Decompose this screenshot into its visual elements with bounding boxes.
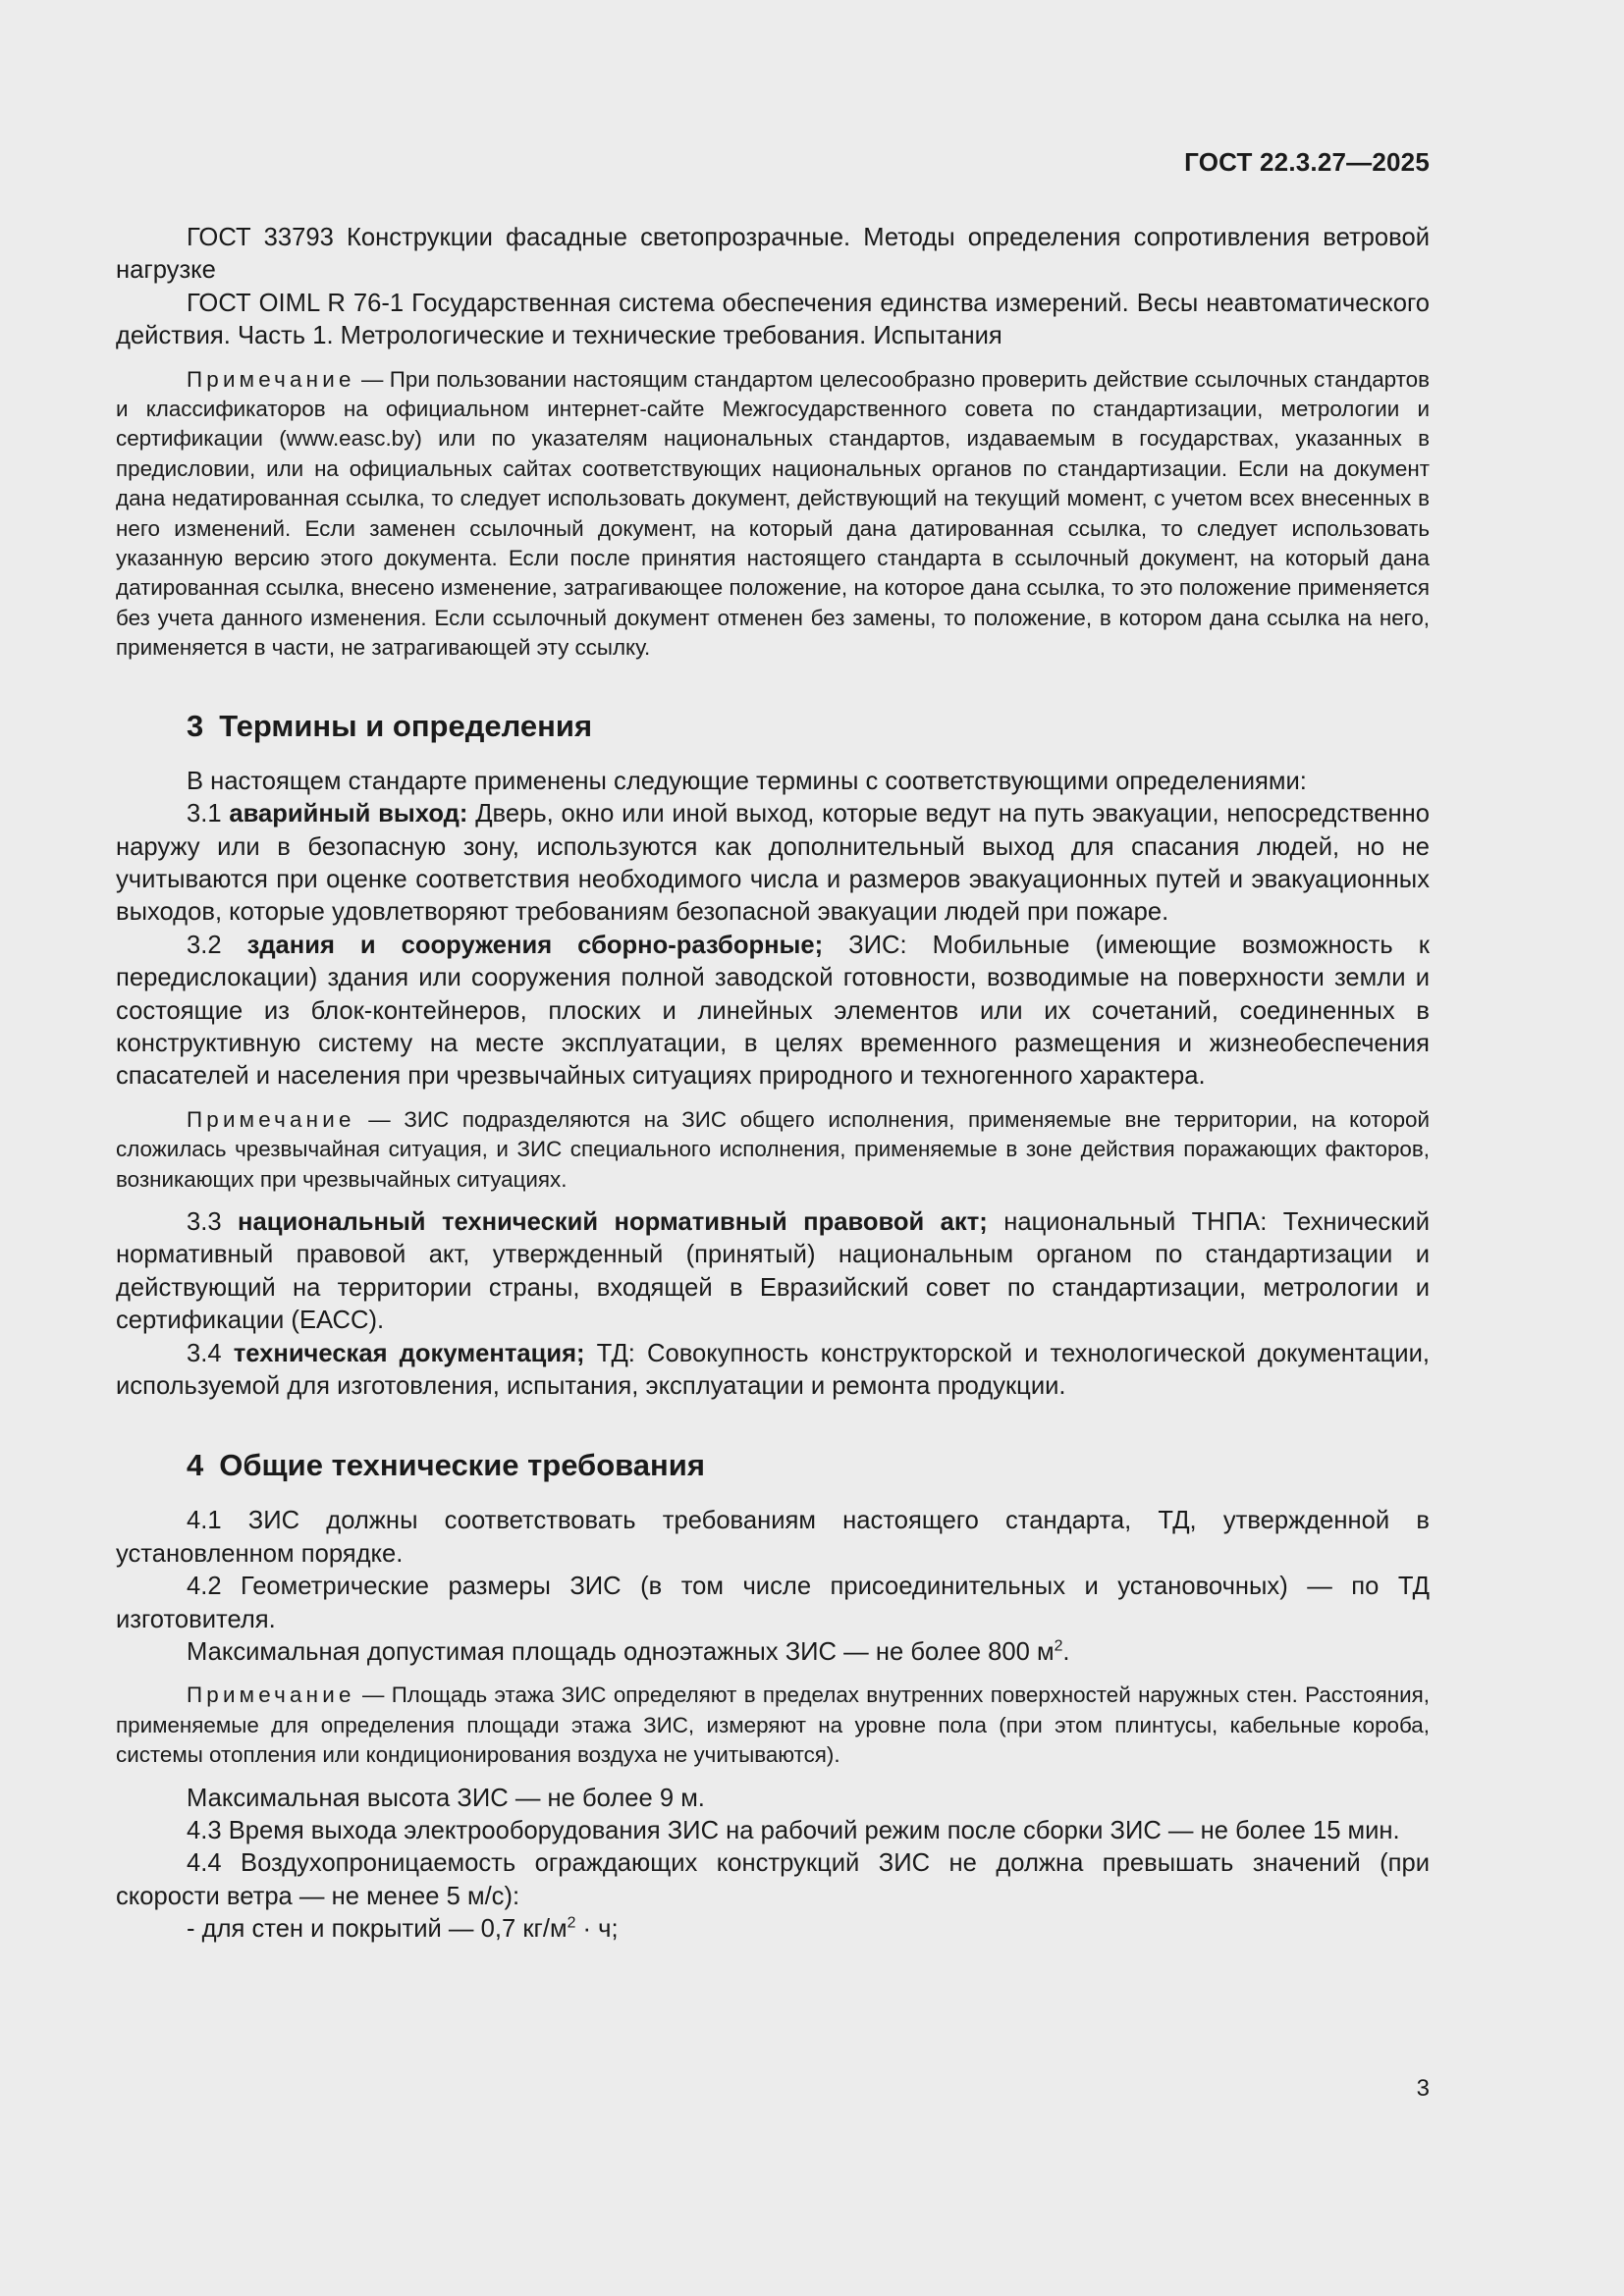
term-3-3: 3.3 национальный технический нормативный правовой акт; национальный ТНПА: Технический нормативный правовой акт, утвержденный (принятый) национальным органом по стандартизации и действующий на территории страны, входящей в Евразийский совет по стандартизации, метрологии и сертификации (ЕАСС). bbox=[116, 1207, 1430, 1335]
clause-4-4: 4.4 Воздухопроницаемость ограждающих конструкций ЗИС не должна превышать значений (при скорости ветра — не менее 5 м/с): bbox=[116, 1849, 1430, 1910]
section-4-heading: 4 Общие технические требования bbox=[187, 1448, 705, 1483]
section-3-intro: В настоящем стандарте применены следующие термины с соответствующими определениями: bbox=[187, 767, 1307, 795]
term-3-4: 3.4 техническая документация; ТД: Совокупность конструкторской и технологической документации, используемой для изготовления, испытания, эксплуатации и ремонта продукции. bbox=[116, 1339, 1430, 1400]
max-height: Максимальная высота ЗИС — не более 9 м. bbox=[187, 1784, 705, 1812]
note-references: Примечание — При пользовании настоящим стандартом целесообразно проверить действие ссылочных стандартов и классификаторов на официальном интернет-сайте Межгосударственного совета по стандартизации, метрологии и сертификации (www.easc.by) или по указателям национальных стандартов, издаваемым в государствах, указанных в предисловии, или на официальных сайтах соответствующих национальных органов по стандартизации. Если на документ дана недатированная ссылка, то следует использовать документ, действующий на текущий момент, с учетом всех внесенных в него изменений. Если заменен ссылочный документ, на который дана датированная ссылка, то следует использовать указанную версию этого документа. Если после принятия настоящего стандарта в ссылочный документ, на который дана датированная ссылка, внесено изменение, затрагивающее положение, на которое дана ссылка, то это положение применяется без учета данного изменения. Если ссылочный документ отменен без замены, то положение, в котором дана ссылка на него, применяется в части, не затрагивающей эту ссылку. bbox=[116, 366, 1430, 661]
document-header-code: ГОСТ 22.3.27—2025 bbox=[1184, 147, 1430, 177]
note-zis: Примечание — ЗИС подразделяются на ЗИС общего исполнения, применяемые вне территории, на которой сложилась чрезвычайная ситуация, и ЗИС специального исполнения, применяемые в зоне действия поражающих факторов, возникающих при чрезвычайных ситуациях. bbox=[116, 1106, 1430, 1192]
page-content bbox=[116, 222, 1430, 1947]
reference-item: ГОСТ 33793 Конструкции фасадные светопрозрачные. Методы определения сопротивления ветровой нагрузке bbox=[116, 224, 1430, 285]
section-3-heading: 3 Термины и определения bbox=[187, 708, 593, 743]
reference-item: ГОСТ OIML R 76-1 Государственная система обеспечения единства измерений. Весы неавтоматического действия. Часть 1. Метрологические и технические требования. Испытания bbox=[116, 289, 1430, 350]
list-item-walls: - для стен и покрытий — 0,7 $кг/м^2 \cdot ч$; bbox=[187, 1914, 619, 1944]
term-3-2: 3.2 здания и сооружения сборно-разборные; ЗИС: Мобильные (имеющие возможность к передислокации) здания или сооружения полной заводской готовности, возводимые на поверхности земли и состоящие из блок-контейнеров, плоских и линейных элементов или их сочетаний, соединенных в конструктивную систему на месте эксплуатации, в целях временного размещения и жизнеобеспечения спасателей и населения при чрезвычайных ситуациях природного и техногенного характера. bbox=[116, 931, 1430, 1091]
max-area: Максимальная допустимая площадь одноэтажных ЗИС — не более 800 $м^2$. bbox=[187, 1637, 1070, 1667]
term-3-1: 3.1 аварийный выход: Дверь, окно или иной выход, которые ведут на путь эвакуации, непосредственно наружу или в безопасную зону, используются как дополнительный выход для спасания людей, но не учитываются при оценке соответствия необходимого числа и размеров эвакуационных путей и эвакуационных выходов, которые удовлетворяют требованиям безопасной эвакуации людей при пожаре. bbox=[116, 800, 1430, 927]
clause-4-1: 4.1 ЗИС должны соответствовать требованиям настоящего стандарта, ТД, утвержденной в установленном порядке. bbox=[116, 1507, 1430, 1568]
clause-4-3: 4.3 Время выхода электрооборудования ЗИС на рабочий режим после сборки ЗИС — не более 15 мин. bbox=[187, 1817, 1400, 1845]
note-area: Примечание — Площадь этажа ЗИС определяют в пределах внутренних поверхностей наружных стен. Расстояния, применяемые для определения площади этажа ЗИС, измеряют на уровне пола (при этом плинтусы, кабельные короба, системы отопления или кондиционирования воздуха не учитываются). bbox=[116, 1682, 1430, 1768]
clause-4-2: 4.2 Геометрические размеры ЗИС (в том числе присоединительных и установочных) — по ТД изготовителя. bbox=[116, 1573, 1430, 1633]
page-number: 3 bbox=[1416, 2075, 1430, 2102]
